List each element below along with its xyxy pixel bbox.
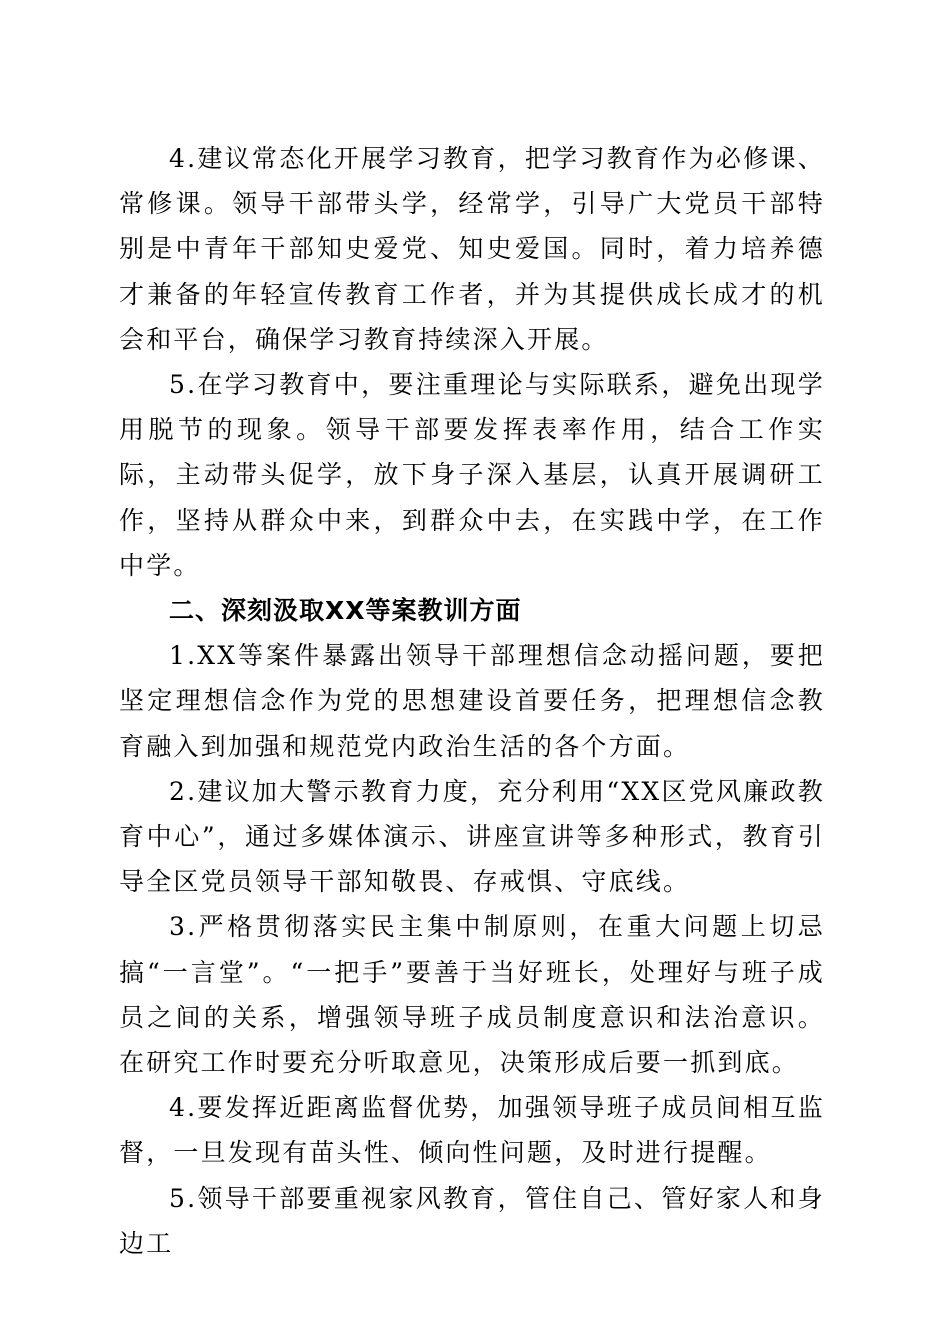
section-heading-lessons: 二、深刻汲取XX等案教训方面	[169, 596, 522, 626]
paragraph-item-1-ideals-beliefs: 1.XX等案件暴露出领导干部理想信念动摇问题，要把坚定理想信念作为党的思想建设首要任务，把理想信念教育融入到加强和规范党内政治生活的各个方面。	[119, 641, 825, 761]
paragraph-item-2-warning-education: 2.建议加大警示教育力度，充分利用“XX区党风廉政教育中心”，通过多媒体演示、讲座宣讲等多种形式，教育引导全区党员领导干部知敬畏、存戒惧、守底线。	[119, 776, 825, 897]
paragraph-item-3-democratic-centralism: 3.严格贯彻落实民主集中制原则，在重大问题上切忌搞“一言堂”。“一把手”要善于当好班长，处理好与班子成员之间的关系，增强领导班子成员制度意识和法治意识。在研究工作时要充分听取意见，决策形成后要一抓到底。	[119, 912, 825, 1078]
paragraph-item-5-family-education: 5.领导干部要重视家风教育，管住自己、管好家人和身边工	[119, 1183, 825, 1258]
paragraph-item-4-mutual-supervision: 4.要发挥近距离监督优势，加强领导班子成员间相互监督，一旦发现有苗头性、倾向性问题，及时进行提醒。	[119, 1093, 825, 1168]
document-body	[119, 136, 825, 1266]
paragraph-item-5-theory-practice: 5.在学习教育中，要注重理论与实际联系，避免出现学用脱节的现象。领导干部要发挥表率作用，结合工作实际，主动带头促学，放下身子深入基层，认真开展调研工作，坚持从群众中来，到群众中去，在实践中学，在工作中学。	[119, 370, 825, 580]
paragraph-item-4-study-education: 4.建议常态化开展学习教育，把学习教育作为必修课、常修课。领导干部带头学，经常学，引导广大党员干部特别是中青年干部知史爱党、知史爱国。同时，着力培养德才兼备的年轻宣传教育工作者，并为其提供成长成才的机会和平台，确保学习教育持续深入开展。	[119, 144, 825, 354]
